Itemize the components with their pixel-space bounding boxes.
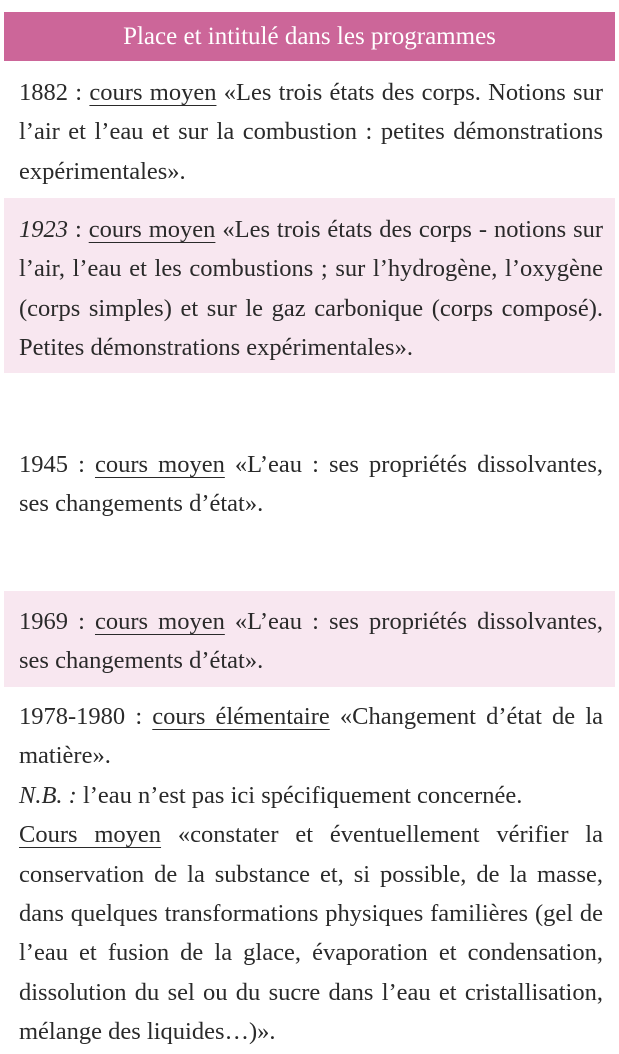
entry-text: «Les trois états des corps. Notions sur l’air et l’eau et sur la combustion : petites démonstrations expérimentales». xyxy=(19,79,603,185)
entry-separator: : xyxy=(125,703,153,730)
entry-text: «Changement d’état de la matière». xyxy=(19,703,604,770)
entry-separator: : xyxy=(68,216,89,243)
nb-label: N.B. : xyxy=(19,781,77,809)
entry-separator: : xyxy=(68,608,95,635)
entry-year: 1969 xyxy=(19,608,68,635)
entry-1923 xyxy=(4,198,615,373)
entry-year: 1978-1980 xyxy=(19,703,126,730)
header-title: Place et intitulé dans les programmes xyxy=(123,23,496,50)
entry-1969 xyxy=(4,591,615,687)
cours-moyen-text: «constater et éventuellement vérifier la conservation de la substance et, si possible, de la masse, dans quelques transformations physiques familières (gel de l’eau et fusion de la glace, évaporation et condensation, dissolution du sel ou du sucre dans l’eau et cristallisation, mélange des liquides…)». xyxy=(19,821,603,1046)
nb-text: l’eau n’est pas ici spécifiquement concernée. xyxy=(76,781,523,809)
entry-year: 1945 xyxy=(19,451,68,478)
entry-level: cours élémentaire xyxy=(152,703,330,730)
entry-1945 xyxy=(4,445,615,524)
entry-text: «Les trois états des corps - notions sur l’air, l’eau et les combustions ; sur l’hydrogène, l’oxygène (corps simples) et sur le gaz carbonique (corps composé). Petites démonstrations expérimentales». xyxy=(19,216,604,362)
entry-level: cours moyen xyxy=(94,608,225,635)
entry-level: cours moyen xyxy=(89,79,217,106)
entry-text: «L’eau : ses propriétés dissolvantes, ses changements d’état». xyxy=(19,451,603,518)
entry-1882 xyxy=(4,73,615,191)
entry-text: «L’eau : ses propriétés dissolvantes, ses changements d’état». xyxy=(19,608,603,675)
entry-year: 1923 xyxy=(19,216,68,243)
entry-level: cours moyen xyxy=(94,451,225,478)
cours-moyen-label: Cours moyen xyxy=(19,821,162,849)
entry-separator: : xyxy=(68,451,95,478)
entry-year: 1882 xyxy=(19,79,68,106)
entry-separator: : xyxy=(68,79,90,106)
entry-1978-1980 xyxy=(4,697,615,1052)
entry-level: cours moyen xyxy=(88,216,216,243)
table-header xyxy=(4,12,615,61)
